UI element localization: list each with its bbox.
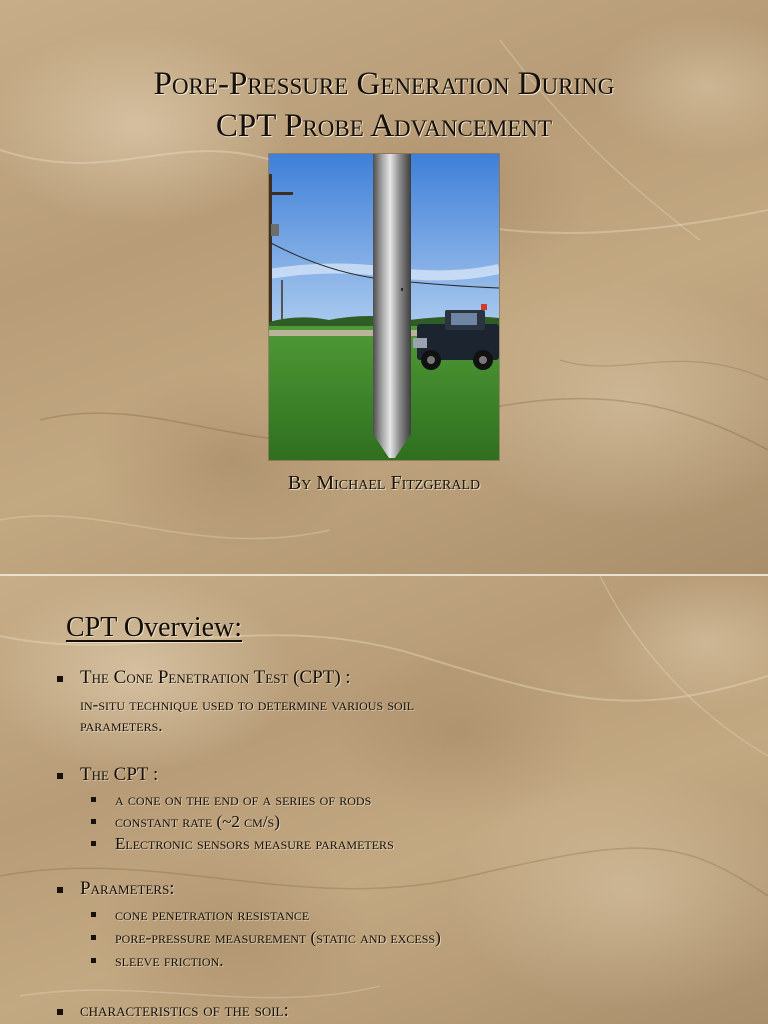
bullet-parameters: Parameters: bbox=[80, 878, 175, 899]
author-credit: By Michael Fitzgerald bbox=[287, 472, 481, 494]
bullet-cpt-definition-detail: parameters. bbox=[80, 716, 163, 735]
cpt-probe-photo bbox=[269, 154, 499, 460]
square-bullet-icon bbox=[91, 935, 96, 940]
cpt-rod-graphic bbox=[373, 154, 411, 458]
square-bullet-icon bbox=[57, 887, 63, 893]
slide-heading: CPT Overview: bbox=[66, 612, 243, 643]
sub-bullet: sleeve friction. bbox=[115, 951, 224, 970]
sub-bullet: constant rate (~2 cm/s) bbox=[115, 812, 280, 831]
square-bullet-icon bbox=[91, 819, 96, 824]
sub-bullet: cone penetration resistance bbox=[115, 905, 310, 924]
bullet-the-cpt: The CPT : bbox=[80, 764, 159, 785]
sub-bullet: a cone on the end of a series of rods bbox=[115, 790, 372, 809]
bullet-cpt-definition-detail: in-situ technique used to determine various soil bbox=[80, 695, 415, 714]
square-bullet-icon bbox=[91, 841, 96, 846]
square-bullet-icon bbox=[57, 676, 63, 682]
sub-bullet: Electronic sensors measure parameters bbox=[115, 834, 394, 853]
square-bullet-icon bbox=[91, 912, 96, 917]
square-bullet-icon bbox=[57, 1009, 63, 1015]
slide-title-line-1: Pore-Pressure Generation During bbox=[153, 66, 615, 102]
sub-bullet: pore-pressure measurement (static and excess) bbox=[115, 928, 441, 947]
slide-title-line-2: CPT Probe Advancement bbox=[215, 108, 553, 144]
square-bullet-icon bbox=[91, 958, 96, 963]
square-bullet-icon bbox=[57, 773, 63, 779]
bullet-cpt-definition: The Cone Penetration Test (CPT) : bbox=[80, 667, 351, 688]
square-bullet-icon bbox=[91, 797, 96, 802]
bullet-soil-characteristics: characteristics of the soil: bbox=[80, 1000, 289, 1021]
